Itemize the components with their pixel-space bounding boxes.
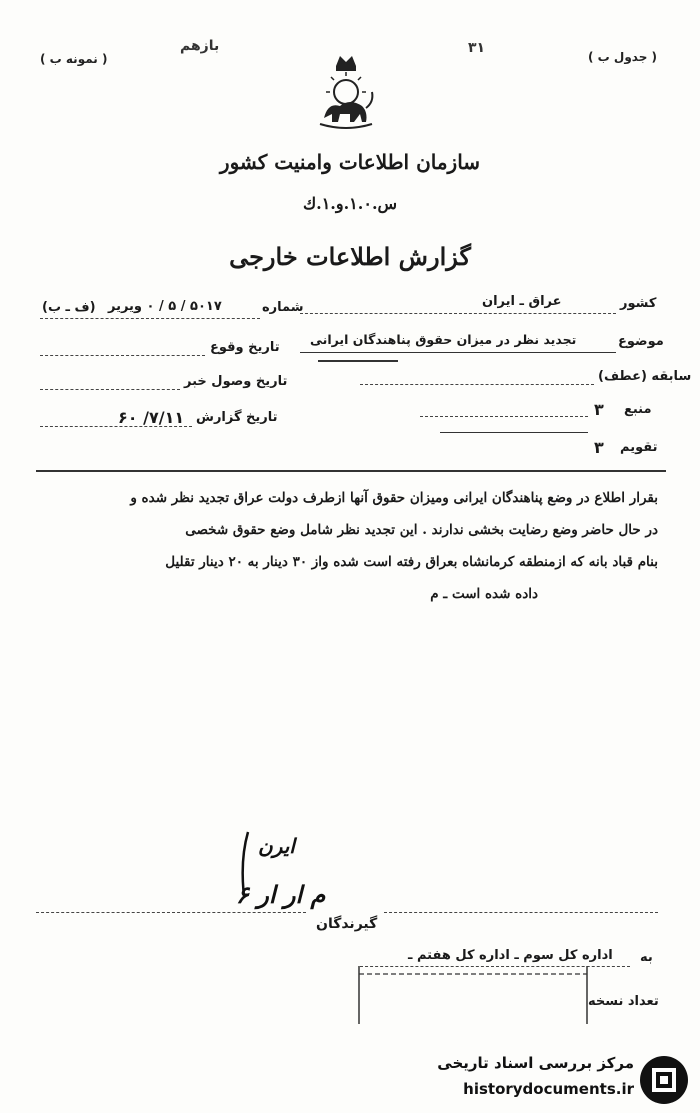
body-line: در حال حاضر وضع رضایت بخشی ندارند . این تجدید نظر شامل وضع حقوق شخصی — [185, 522, 658, 538]
report-body — [36, 490, 658, 602]
distribution-value: اداره کل سوم ـ اداره کل هفتم ـ — [408, 948, 613, 963]
archive-logo-icon — [638, 1054, 690, 1106]
country-label: کشور — [620, 296, 657, 311]
report-date-label: تاریخ گزارش — [196, 410, 278, 425]
handwritten-mark-left: بازهم — [180, 38, 220, 54]
form-number-label: ( نمونه ب ) — [40, 52, 108, 66]
watermark — [414, 1052, 696, 1110]
report-date-line — [40, 426, 192, 427]
body-line: بقرار اطلاع در وضع پناهندگان ایرانی ومیزان حقوق آنها ازطرف دولت عراق تجدید نظر شده و — [130, 490, 658, 506]
recipients-line-right — [384, 912, 658, 913]
watermark-url: historydocuments.ir — [463, 1080, 634, 1098]
rating-line — [440, 432, 588, 433]
handwritten-mark-center: ۳۱ — [468, 40, 486, 56]
occurrence-date-label: تاریخ وقوع — [210, 340, 280, 355]
recipients-line-left — [36, 912, 306, 913]
table-label: ( جدول ب ) — [588, 50, 658, 64]
copies-label: تعداد نسخه — [588, 994, 659, 1009]
country-line — [300, 313, 616, 314]
source-label: منبع — [624, 402, 652, 417]
lion-and-sun-emblem-icon — [310, 52, 382, 136]
subject-emphasis-underline — [318, 360, 398, 362]
number-suffix: (ف ـ ب) — [42, 300, 96, 315]
rating-value: ۳ — [594, 438, 604, 457]
report-date-value: ۷/۱۱/ ۶۰ — [118, 408, 185, 427]
reference-label: سابقه (عطف) — [598, 369, 692, 384]
body-line: بنام قباد بانه که ازمنطقه کرمانشاه بعراق رفته است شده واز ۳۰ دینار به ۲۰ دینار تقلیل — [165, 554, 658, 570]
number-underline — [40, 318, 260, 319]
country-value: عراق ـ ایران — [482, 294, 562, 309]
occurrence-date-line — [40, 355, 205, 356]
watermark-title: مرکز بررسی اسناد تاریخی — [437, 1054, 634, 1072]
header-divider — [36, 470, 666, 472]
distribution-prefix: به — [640, 950, 653, 965]
reference-line — [360, 384, 594, 385]
subject-line — [300, 352, 616, 353]
number-label: شماره — [262, 300, 304, 315]
number-value: ۵۰۱۷ / ۵ / ۰ ويرير — [108, 299, 222, 314]
rating-label: تقویم — [620, 440, 658, 455]
signature-initials: ایرن — [258, 834, 295, 858]
subject-value: تجدید نظر در میزان حقوق پناهندگان ایرانی — [310, 332, 577, 347]
source-line — [420, 416, 588, 417]
received-date-line — [40, 389, 180, 390]
received-date-label: تاریخ وصول خبر — [184, 374, 288, 389]
signature-name-scrawl: م ار ار ۶ — [236, 880, 326, 909]
distribution-box — [355, 966, 591, 1026]
organization-name: سازمان اطلاعات وامنیت کشور — [219, 150, 481, 174]
report-title: گزارش اطلاعات خارجی — [229, 242, 471, 271]
recipients-label: گیرندگان — [316, 916, 378, 932]
source-value: ۳ — [594, 400, 604, 419]
body-line: داده شده است ـ م — [430, 586, 538, 602]
organization-code: س.۱.۰.و.۱.ك — [302, 194, 398, 213]
subject-label: موضوع — [618, 334, 664, 349]
